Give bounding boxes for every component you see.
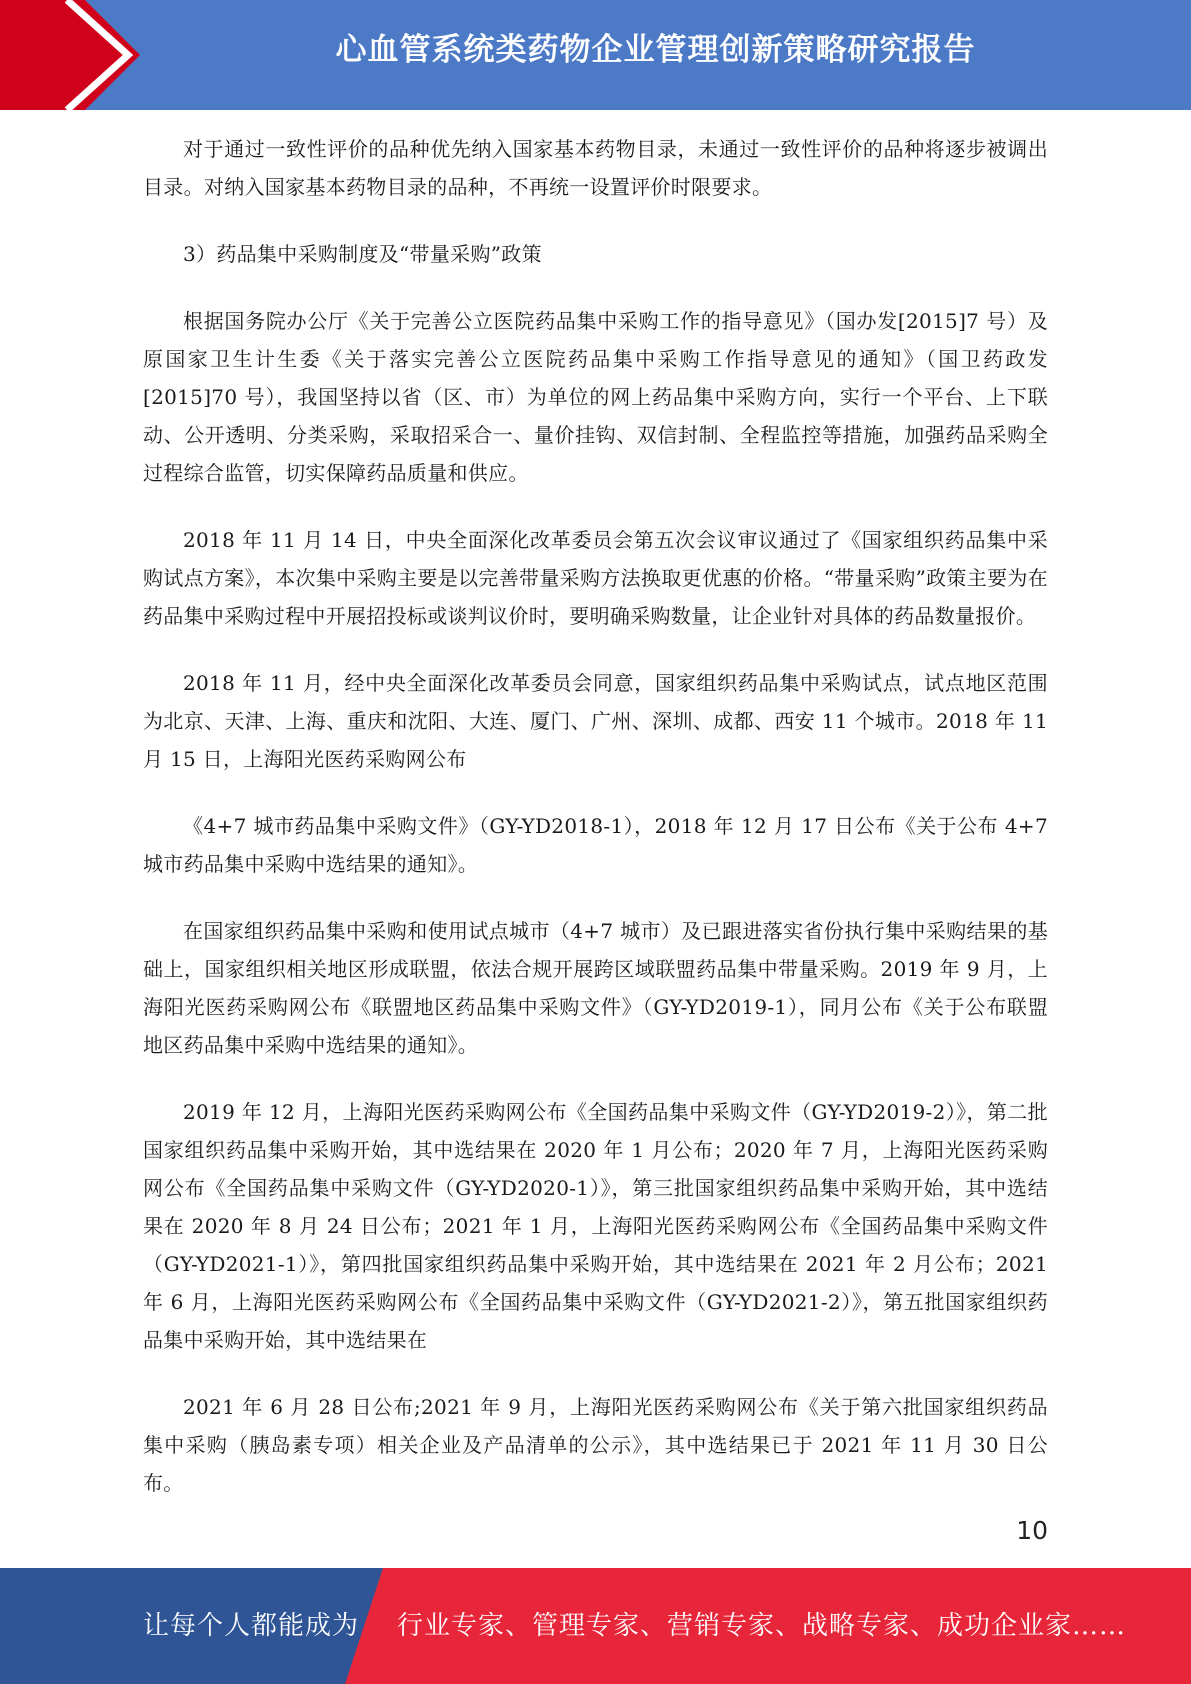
document-body <box>143 130 1048 1531</box>
paragraph: 在国家组织药品集中采购和使用试点城市（4+7 城市）及已跟进落实省份执行集中采购结果的基础上，国家组织相关地区形成联盟，依法合规开展跨区域联盟药品集中带量采购。2019 年 9 月，上海阳光医药采购网公布《联盟地区药品集中采购文件》（GY-YD2019-1），同月公布《关于公布联盟地区药品集中采购中选结果的通知》。 <box>143 919 1048 1057</box>
footer-slogan-left: 让每个人都能成为 <box>143 1611 360 1641</box>
page-footer <box>0 1568 1191 1684</box>
paragraph: 2019 年 12 月，上海阳光医药采购网公布《全国药品集中采购文件（GY-YD2019-2）》，第二批国家组织药品集中采购开始，其中选结果在 2020 年 1 月公布；2020 年 7 月，上海阳光医药采购网公布《全国药品集中采购文件（GY-YD2020-1）》，第三批国家组织药品集中采购开始，其中选结果在 2020 年 8 月 24 日公布；2021 年 1 月，上海阳光医药采购网公布《全国药品集中采购文件（GY-YD2021-1）》，第四批国家组织药品集中采购开始，其中选结果在 2021 年 2 月公布；2021 年 6 月，上海阳光医药采购网公布《全国药品集中采购文件（GY-YD2021-2）》，第五批国家组织药品集中采购开始，其中选结果在 <box>143 1100 1048 1352</box>
footer-slogan-right: 行业专家、管理专家、营销专家、战略专家、成功企业家…… <box>397 1611 1127 1641</box>
paragraph: 根据国务院办公厅《关于完善公立医院药品集中采购工作的指导意见》（国办发[2015]7 号）及原国家卫生计生委《关于落实完善公立医院药品集中采购工作指导意见的通知》（国卫药政发[2015]70 号），我国坚持以省（区、市）为单位的网上药品集中采购方向，实行一个平台、上下联动、公开透明、分类采购，采取招采合一、量价挂钩、双信封制、全程监控等措施，加强药品采购全过程综合监管，切实保障药品质量和供应。 <box>143 309 1048 485</box>
paragraph: 对于通过一致性评价的品种优先纳入国家基本药物目录，未通过一致性评价的品种将逐步被调出目录。对纳入国家基本药物目录的品种，不再统一设置评价时限要求。 <box>143 137 1048 199</box>
report-title: 心血管系统类药物企业管理创新策略研究报告 <box>335 32 976 68</box>
page-header <box>0 0 1191 110</box>
paragraph: 2021 年 6 月 28 日公布;2021 年 9 月，上海阳光医药采购网公布《关于第六批国家组织药品集中采购（胰岛素专项）相关企业及产品清单的公示》，其中选结果已于 2021 年 11 月 30 日公布。 <box>143 1395 1048 1495</box>
header-arrow-decoration <box>0 0 160 110</box>
paragraph: 2018 年 11 月 14 日，中央全面深化改革委员会第五次会议审议通过了《国家组织药品集中采购试点方案》，本次集中采购主要是以完善带量采购方法换取更优惠的价格。“带量采购”政策主要为在药品集中采购过程中开展招投标或谈判议价时，要明确采购数量，让企业针对具体的药品数量报价。 <box>143 528 1048 628</box>
paragraph: 2018 年 11 月，经中央全面深化改革委员会同意，国家组织药品集中采购试点，试点地区范围为北京、天津、上海、重庆和沈阳、大连、厦门、广州、深圳、成都、西安 11 个城市。2018 年 11 月 15 日，上海阳光医药采购网公布 <box>143 671 1048 771</box>
section-heading: 3）药品集中采购制度及“带量采购”政策 <box>183 242 542 266</box>
page-number: 10 <box>1016 1516 1048 1545</box>
paragraph: 《4+7 城市药品集中采购文件》（GY-YD2018-1），2018 年 12 月 17 日公布《关于公布 4+7 城市药品集中采购中选结果的通知》。 <box>143 814 1048 876</box>
